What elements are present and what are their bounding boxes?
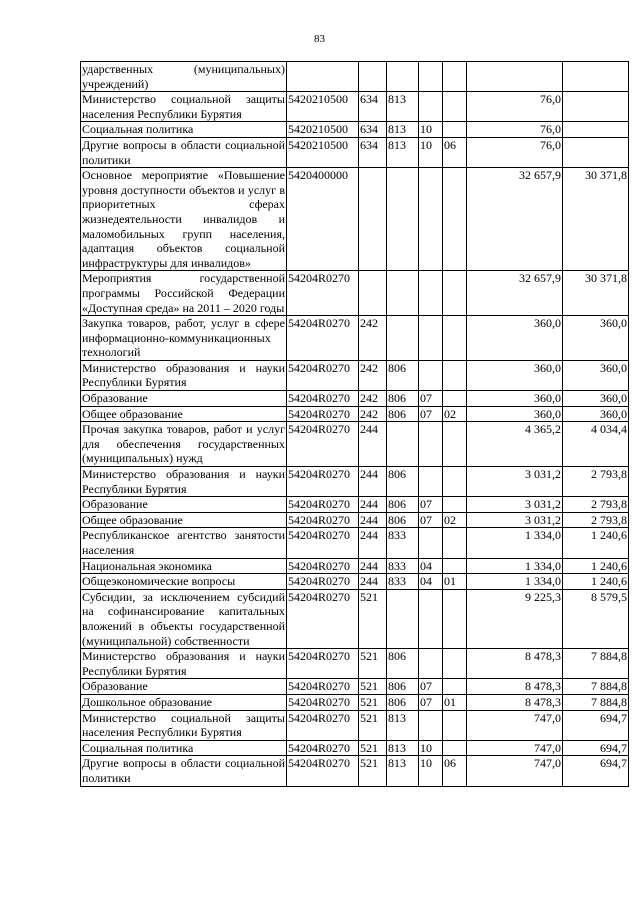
amount-2 [563,62,629,92]
subsection-code [443,679,467,695]
expense-type-code: 244 [359,558,387,574]
expense-type-code: 242 [359,360,387,390]
row-name: Мероприятия государственной программы Российской Федерации «Доступная среда» на 2011 – 2020 годы [82,271,285,315]
subsection-code: 01 [443,574,467,590]
budget-table [80,61,629,787]
target-article-code: 5420400000 [287,168,359,271]
expense-type-code [359,271,387,316]
target-article-code: 54204R0270 [287,740,359,756]
ministry-code: 806 [387,406,419,422]
subsection-code: 06 [443,137,467,167]
amount-1: 32 657,9 [467,271,563,316]
amount-2: 7 884,8 [563,679,629,695]
amount-1: 1 334,0 [467,574,563,590]
subsection-code [443,271,467,316]
row-name: Министерство социальной защиты населения Республики Бурятия [82,710,285,740]
amount-1: 360,0 [467,406,563,422]
table-body [81,62,629,787]
amount-1: 4 365,2 [467,422,563,467]
row-name: Министерство образования и науки Республики Бурятия [82,649,285,678]
amount-2: 360,0 [563,391,629,407]
amount-2: 1 240,6 [563,558,629,574]
subsection-code [443,92,467,122]
ministry-code: 813 [387,92,419,122]
amount-2: 360,0 [563,316,629,361]
subsection-code [443,497,467,513]
subsection-code [443,422,467,467]
amount-2: 2 793,8 [563,467,629,497]
amount-2: 8 579,5 [563,589,629,648]
section-code: 07 [419,497,443,513]
expense-type-code: 521 [359,694,387,710]
subsection-code [443,558,467,574]
section-code: 10 [419,740,443,756]
amount-2: 2 793,8 [563,497,629,513]
row-name: Другие вопросы в области социальной политики [82,137,285,167]
row-name: Образование [81,391,287,407]
expense-type-code: 521 [359,589,387,648]
section-code: 07 [419,694,443,710]
section-code [419,316,443,361]
section-code: 10 [419,122,443,138]
section-code: 07 [419,391,443,407]
row-name: Образование [81,679,287,695]
subsection-code [443,589,467,648]
target-article-code: 54204R0270 [287,558,359,574]
table-row [81,679,629,695]
amount-1: 8 478,3 [467,694,563,710]
table-row [81,122,629,138]
target-article-code: 5420210500 [287,122,359,138]
amount-2: 694,7 [563,710,629,740]
subsection-code: 06 [443,756,467,786]
row-name: Образование [81,497,287,513]
subsection-code [443,122,467,138]
amount-1: 9 225,3 [467,589,563,648]
row-name: Министерство образования и науки Республики Бурятия [82,467,285,496]
target-article-code: 54204R0270 [287,391,359,407]
amount-2: 2 793,8 [563,512,629,528]
table-row [81,756,629,786]
table-row [81,574,629,590]
section-code: 10 [419,137,443,167]
amount-1: 3 031,2 [467,512,563,528]
target-article-code: 54204R0270 [287,694,359,710]
ministry-code: 833 [387,574,419,590]
ministry-code: 806 [387,467,419,497]
table-row [81,512,629,528]
amount-1: 76,0 [467,137,563,167]
amount-2 [563,122,629,138]
subsection-code [443,62,467,92]
subsection-code [443,467,467,497]
target-article-code: 54204R0270 [287,589,359,648]
row-name: Прочая закупка товаров, работ и услуг для обеспечения государственных (муниципальных) нужд [82,422,285,466]
amount-1: 360,0 [467,316,563,361]
target-article-code: 54204R0270 [287,710,359,740]
ministry-code [387,589,419,648]
section-code [419,168,443,271]
amount-1: 360,0 [467,360,563,390]
section-code [419,710,443,740]
section-code: 04 [419,558,443,574]
table-row [81,391,629,407]
ministry-code: 806 [387,497,419,513]
expense-type-code: 244 [359,467,387,497]
row-name: Закупка товаров, работ, услуг в сфере информационно-коммуникационных технологий [82,316,285,360]
table-row [81,710,629,740]
row-name: ударственных (муниципальных) учреждений) [82,62,285,91]
subsection-code [443,360,467,390]
table-row [81,740,629,756]
row-name: Министерство образования и науки Республики Бурятия [82,360,285,390]
expense-type-code: 244 [359,512,387,528]
expense-type-code: 521 [359,710,387,740]
target-article-code: 54204R0270 [287,528,359,558]
target-article-code: 54204R0270 [287,271,359,316]
target-article-code: 54204R0270 [287,649,359,679]
page-number: 83 [314,33,325,45]
expense-type-code: 244 [359,574,387,590]
table-row [81,360,629,390]
ministry-code: 806 [387,679,419,695]
section-code [419,422,443,467]
section-code [419,649,443,679]
target-article-code: 54204R0270 [287,422,359,467]
amount-1: 747,0 [467,756,563,786]
target-article-code: 54204R0270 [287,679,359,695]
target-article-code: 5420210500 [287,92,359,122]
ministry-code: 806 [387,694,419,710]
amount-2: 7 884,8 [563,649,629,679]
amount-2 [563,137,629,167]
amount-1: 1 334,0 [467,558,563,574]
amount-1: 76,0 [467,122,563,138]
ministry-code: 813 [387,740,419,756]
row-name: Другие вопросы в области социальной политики [82,756,285,785]
amount-2: 694,7 [563,756,629,786]
table-row [81,694,629,710]
row-name: Социальная политика [81,740,287,756]
table-row [81,62,629,92]
ministry-code [387,316,419,361]
expense-type-code: 244 [359,497,387,513]
expense-type-code: 242 [359,316,387,361]
section-code: 07 [419,406,443,422]
table-row [81,422,629,467]
table-row [81,92,629,122]
subsection-code [443,391,467,407]
row-name: Общее образование [81,512,287,528]
amount-2: 30 371,8 [563,271,629,316]
table-row [81,589,629,648]
ministry-code: 813 [387,756,419,786]
target-article-code: 54204R0270 [287,316,359,361]
target-article-code: 54204R0270 [287,467,359,497]
ministry-code [387,422,419,467]
amount-1: 360,0 [467,391,563,407]
target-article-code: 54204R0270 [287,512,359,528]
table-row [81,406,629,422]
section-code [419,92,443,122]
row-name: Национальная экономика [81,558,287,574]
ministry-code [387,271,419,316]
row-name: Республиканское агентство занятости населения [82,528,285,557]
amount-1: 1 334,0 [467,528,563,558]
amount-2: 30 371,8 [563,168,629,271]
target-article-code: 54204R0270 [287,360,359,390]
section-code [419,62,443,92]
amount-1: 8 478,3 [467,679,563,695]
ministry-code: 806 [387,649,419,679]
amount-2: 4 034,4 [563,422,629,467]
subsection-code [443,710,467,740]
amount-1: 8 478,3 [467,649,563,679]
ministry-code: 813 [387,137,419,167]
amount-2: 694,7 [563,740,629,756]
amount-1: 747,0 [467,740,563,756]
table-row [81,316,629,361]
ministry-code: 833 [387,558,419,574]
target-article-code [287,62,359,92]
row-name: Дошкольное образование [81,694,287,710]
ministry-code: 806 [387,391,419,407]
subsection-code: 02 [443,512,467,528]
expense-type-code: 634 [359,122,387,138]
section-code [419,360,443,390]
expense-type-code: 634 [359,137,387,167]
target-article-code: 54204R0270 [287,756,359,786]
table-row [81,137,629,167]
section-code: 10 [419,756,443,786]
amount-2: 1 240,6 [563,574,629,590]
subsection-code [443,528,467,558]
ministry-code: 806 [387,512,419,528]
subsection-code [443,316,467,361]
section-code [419,467,443,497]
target-article-code: 54204R0270 [287,497,359,513]
expense-type-code: 244 [359,528,387,558]
expense-type-code: 634 [359,92,387,122]
section-code [419,271,443,316]
expense-type-code [359,168,387,271]
subsection-code [443,168,467,271]
table-row [81,649,629,679]
subsection-code [443,740,467,756]
row-name: Субсидии, за исключением субсидий на софинансирование капитальных вложений в объекты государственной (муниципальной) собственности [82,589,285,648]
target-article-code: 54204R0270 [287,406,359,422]
ministry-code: 813 [387,122,419,138]
amount-2: 1 240,6 [563,528,629,558]
table-row [81,528,629,558]
row-name: Министерство социальной защиты населения Республики Бурятия [82,92,285,121]
amount-1: 3 031,2 [467,497,563,513]
amount-2: 360,0 [563,360,629,390]
amount-1 [467,62,563,92]
subsection-code: 02 [443,406,467,422]
amount-1: 32 657,9 [467,168,563,271]
amount-2 [563,92,629,122]
subsection-code [443,649,467,679]
expense-type-code: 244 [359,422,387,467]
section-code: 07 [419,512,443,528]
expense-type-code [359,62,387,92]
table-row [81,497,629,513]
subsection-code: 01 [443,694,467,710]
section-code: 07 [419,679,443,695]
row-name: Основное мероприятие «Повышение уровня доступности объектов и услуг в приоритетных сферах жизнедеятельности инвалидов и маломобильных групп населения, адаптация объектов социальной инфраструктуры для инвалидов» [82,168,285,270]
amount-1: 3 031,2 [467,467,563,497]
expense-type-code: 242 [359,391,387,407]
table-row [81,168,629,271]
ministry-code [387,168,419,271]
amount-2: 360,0 [563,406,629,422]
amount-2: 7 884,8 [563,694,629,710]
ministry-code: 833 [387,528,419,558]
table-row [81,271,629,316]
section-code [419,589,443,648]
row-name: Социальная политика [81,122,287,138]
expense-type-code: 521 [359,649,387,679]
row-name: Общее образование [81,406,287,422]
section-code: 04 [419,574,443,590]
section-code [419,528,443,558]
target-article-code: 54204R0270 [287,574,359,590]
amount-1: 76,0 [467,92,563,122]
expense-type-code: 521 [359,679,387,695]
row-name: Общеэкономические вопросы [81,574,287,590]
target-article-code: 5420210500 [287,137,359,167]
ministry-code: 806 [387,360,419,390]
expense-type-code: 521 [359,740,387,756]
expense-type-code: 242 [359,406,387,422]
amount-1: 747,0 [467,710,563,740]
expense-type-code: 521 [359,756,387,786]
ministry-code: 813 [387,710,419,740]
table-row [81,558,629,574]
ministry-code [387,62,419,92]
table-row [81,467,629,497]
